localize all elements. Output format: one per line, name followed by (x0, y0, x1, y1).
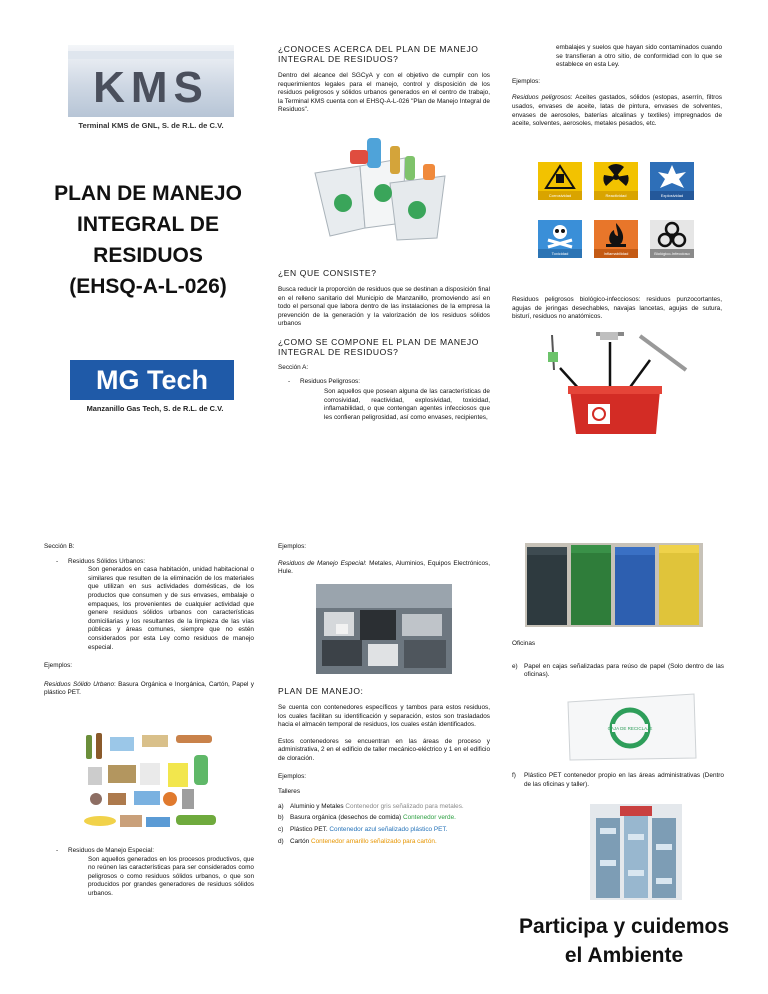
section-b-label: Sección B: (44, 543, 75, 550)
call-to-action (500, 912, 748, 970)
title-line: RESIDUOS (93, 244, 203, 267)
rsu-label: Residuos Sólidos Urbanos: (68, 557, 146, 565)
list-item: c) Plástico PET. Contenedor azul señalizado plástico PET. (278, 825, 448, 833)
papel-text: Papel en cajas señalizadas para reúso de papel (Solo dentro de las oficinas). (524, 662, 724, 679)
list-marker: e) (512, 662, 518, 670)
explosive-icon: Explosividad (650, 162, 694, 200)
household-waste-image (78, 727, 224, 839)
pet-text: Plástico PET contenedor propio en las áreas administrativas (Dentro de las oficinas y taller). (524, 772, 724, 788)
kms-subtitle: Terminal KMS de GNL, S. de R.L. de C.V. (78, 121, 224, 130)
ejemplos-label: Ejemplos: (44, 662, 73, 670)
biohazard-icon: Biológico-Infeccioso (650, 220, 694, 258)
corrosive-icon: Corrosividad (538, 162, 582, 200)
ejemplos-label: Ejemplos: (278, 772, 307, 780)
cta-line: Participa y cuidemos (518, 915, 730, 938)
paragraph-alcance: Dentro del alcance del SGCyA y con el objetivo de cumplir con los requerimientos legales para el manejo, control y disposición de los residuos peligrosos y sólidos urbanos generados en el centro de trabajo, la Terminal KMS cuenta con el EHSQ-A-L-026 "Plan de Manejo Integral de Residuos". (278, 72, 490, 114)
document-title (38, 178, 258, 302)
talleres-label: Talleres (278, 788, 301, 796)
heading-conoces: ¿CONOCES ACERCA DEL PLAN DE MANEJO INTEGRAL DE RESIDUOS? (278, 44, 479, 64)
rme-examples-label: Residuos de Manejo Especial (278, 559, 365, 567)
special-waste-image (316, 584, 452, 674)
mg-subtitle: Manzanillo Gas Tech, S. de R.L. de C.V. (86, 404, 224, 413)
toxic-icon: Toxicidad (538, 220, 582, 258)
plan-paragraph-1: Se cuenta con contenedores específicos y tambos para estos residuos, los cuales facilitan su identificación y separación, estos son trasladados hacia el almacén temporal de residuos, los cuales están identificados. (278, 704, 490, 729)
list-item: a) Aluminio y Metales Contenedor gris señalizado para metales. (278, 802, 464, 810)
residuos-peligrosos-definition: Son aquellos que posean alguna de las características de corrosividad, reactividad, explosividad, toxicidad, inflamabilidad, o que contengan agentes infecciosos que les confieran peligrosidad, así como envases, recipientes, (324, 388, 490, 421)
container-bins-image (525, 543, 703, 627)
rme-label: Residuos de Manejo Especial: (68, 847, 154, 854)
rsu-examples-label: Residuos Sólido Urbano (44, 680, 115, 688)
mg-logo-text: MG Tech (70, 360, 234, 400)
mg-tech-logo (70, 360, 240, 418)
plan-manejo-heading: PLAN DE MANEJO: (278, 686, 364, 696)
recycling-box-image (560, 684, 702, 764)
kms-logo-text: KMS (93, 63, 209, 112)
list-item: b) Basura orgánica (desechos de comida) Contenedor verde. (278, 814, 456, 822)
ejemplos-label: Ejemplos: (278, 543, 307, 550)
ejemplos-label: Ejemplos: (512, 77, 541, 85)
list-item: d) Cartón Contenedor amarillo señalizado para cartón. (278, 837, 437, 845)
rpbi-text: residuos punzocortantes, agujas de jeringas desechables, navajas lancetas, agujas de sutura, bisturí, residuos no anatómicos. (512, 296, 722, 321)
flammable-icon: Inflamabilidad (594, 220, 638, 258)
residuos-peligrosos-examples: : Aceites gastados, sólidos (estopas, aserrín, filtros usados, envases de aceite, latas de pintura, envases de solventes, envases de aerosoles, baterías alcalinas y textiles) impregnados de aceite, solventes, aerosoles, metales pesados, etc. (512, 94, 722, 128)
paragraph-continuation: embalajes y suelos que hayan sido contaminados cuando se transfieran a otro sitio, de conformidad con lo que se establece en esta Ley. (556, 44, 722, 69)
heading-consiste: ¿EN QUE CONSISTE? (278, 268, 377, 278)
residuos-peligrosos-examples-label: Residuos peligrosos (512, 94, 571, 102)
title-line: PLAN DE MANEJO (54, 182, 242, 205)
bullet-dash: - (288, 377, 291, 385)
rme-definition: Son aquellos generados en los procesos productivos, que no reúnen las características para ser considerados como peligrosos o como residuos sólidos urbanos, o que son producidos por grandes generadores de residuos sólidos urbanos. (88, 855, 254, 897)
cta-line: el Ambiente (564, 944, 684, 967)
radioactive-icon: Reactividad (594, 162, 638, 200)
title-line: INTEGRAL DE (77, 213, 219, 236)
section-a-label: Sección A: (278, 363, 309, 371)
recycling-bins-image (305, 128, 455, 248)
rme-examples: : Metales, Aluminios, Equipos Electrónicos, Hule. (278, 559, 490, 576)
heading-compone: ¿COMO SE COMPONE EL PLAN DE MANEJO INTEGRAL DE RESIDUOS? (278, 336, 479, 357)
sharps-container-image (540, 330, 690, 442)
kms-logo (68, 45, 234, 133)
title-line: (EHSQ-A-L-026) (69, 275, 227, 298)
residuos-peligrosos-label: Residuos Peligrosos: (300, 377, 361, 385)
bullet-dash: - (56, 847, 59, 854)
rsu-definition: Son generados en casa habitación, unidad habitacional o similares que resulten de la eliminación de los materiales que utilizan en sus actividades domésticas, de los productos que consumen y de sus envases, embalaje o empaques, los provenientes de cualquier actividad que genere residuos sólidos urbanos con características domiciliarias y los resultantes de la limpieza de las vías públicas y áreas comunes, siempre que no estén considerados por esta Ley como residuos de manejo especial. (88, 566, 254, 651)
hazard-symbols-panel (538, 162, 696, 272)
box-label: CAJA DE RECICLAJE (607, 726, 653, 731)
bullet-dash: - (56, 557, 59, 565)
oficinas-label: Oficinas (512, 640, 536, 647)
plan-paragraph-2: Estos contenedores se encuentran en las áreas de proceso y administrativa, 2 en el edificio de taller mecánico-eléctrico y 1 en el edificio de cloración. (278, 737, 490, 762)
rsu-examples: : Basura Orgánica e Inorgánica, Cartón, Papel y plástico PET. (44, 680, 255, 697)
pet-bottles-image (590, 804, 682, 900)
paragraph-consiste: Busca reducir la proporción de residuos que se destinan a disposición final en el relleno sanitario del Municipio de Manzanillo, promoviendo así en todo el personal que labora dentro de las instalaciones de la empresa la prevención de la generación y la valorización de los residuos sólidos urbanos (278, 286, 490, 328)
list-marker: f) (512, 772, 516, 779)
rpbi-label: Residuos peligrosos biológico-infecciosos: (512, 296, 641, 303)
